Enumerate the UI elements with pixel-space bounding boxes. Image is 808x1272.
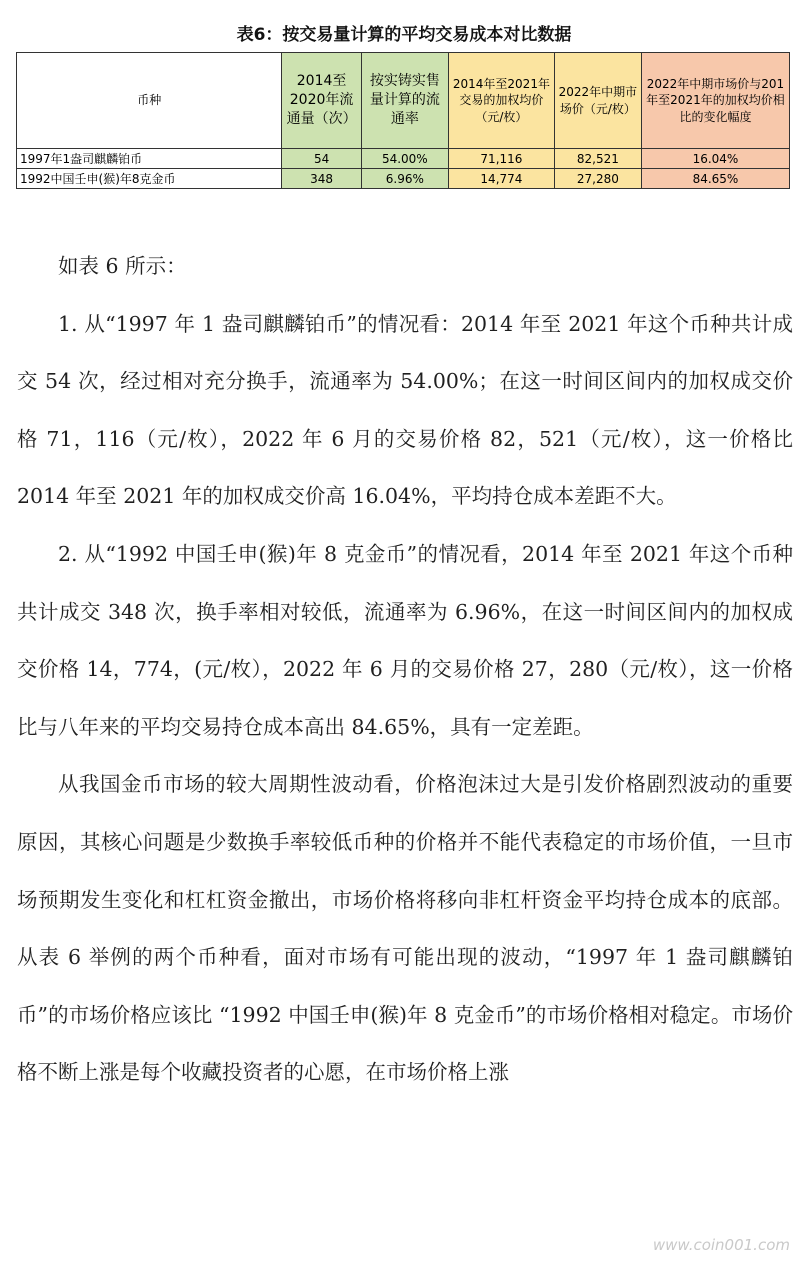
header-volume: 2014至2020年流通量（次） [282,53,361,149]
cell-market: 82,521 [554,149,641,169]
cell-avg: 14,774 [448,169,554,189]
cell-market: 27,280 [554,169,641,189]
header-market-price: 2022年中期市场价（元/枚） [554,53,641,149]
cell-rate: 6.96% [361,169,448,189]
header-coin: 币种 [17,53,282,149]
cell-avg: 71,116 [448,149,554,169]
header-circulation-rate: 按实铸实售量计算的流通率 [361,53,448,149]
cell-coin: 1997年1盎司麒麟铂币 [17,149,282,169]
table-row [17,169,790,189]
paragraph-intro: 如表 6 所示： [58,254,187,278]
article-body [17,238,793,1102]
header-weighted-avg: 2014年至2021年交易的加权均价（元/枚） [448,53,554,149]
cell-volume: 54 [282,149,361,169]
cell-coin: 1992中国壬申(猴)年8克金币 [17,169,282,189]
paragraph-point-2: 2. 从“1992 中国壬申(猴)年 8 克金币”的情况看，2014 年至 2021 年这个币种共计成交 348 次，换手率相对较低，流通率为 6.96%，在这一时间区间内的加权成交价格 14，774，(元/枚），2022 年 6 月的交易价格 27，280（元/枚），这一价格比与八年来的平均交易持仓成本高出 84.65%，具有一定差距。 [17,541,793,739]
table-caption: 表6：按交易量计算的平均交易成本对比数据 [236,25,572,45]
paragraph-point-1: 1. 从“1997 年 1 盎司麒麟铂币”的情况看：2014 年至 2021 年这个币种共计成交 54 次，经过相对充分换手，流通率为 54.00%；在这一时间区间内的加权成交价格 71，116（元/枚），2022 年 6 月的交易价格 82，521（元/枚），这一价格比 2014 年至 2021 年的加权成交价高 16.04%，平均持仓成本差距不大。 [17,311,793,509]
cell-rate: 54.00% [361,149,448,169]
table-header-row [17,53,790,149]
cell-change: 16.04% [641,149,789,169]
watermark: www.coin001.com [652,1236,790,1254]
cost-comparison-table [16,52,790,189]
paragraph-analysis: 从我国金币市场的较大周期性波动看，价格泡沫过大是引发价格剧烈波动的重要原因，其核心问题是少数换手率较低币种的价格并不能代表稳定的市场价值，一旦市场预期发生变化和杠杠资金撤出，市场价格将移向非杠杆资金平均持仓成本的底部。从表 6 举例的两个币种看，面对市场有可能出现的波动，“1997 年 1 盎司麒麟铂币”的市场价格应该比 “1992 中国壬申(猴)年 8 克金币”的市场价格相对稳定。市场价格不断上涨是每个收藏投资者的心愿，在市场价格上涨 [17,772,793,1085]
table-row [17,149,790,169]
cell-change: 84.65% [641,169,789,189]
header-change: 2022年中期市场价与201年至2021年的加权均价相比的变化幅度 [641,53,789,149]
cell-volume: 348 [282,169,361,189]
